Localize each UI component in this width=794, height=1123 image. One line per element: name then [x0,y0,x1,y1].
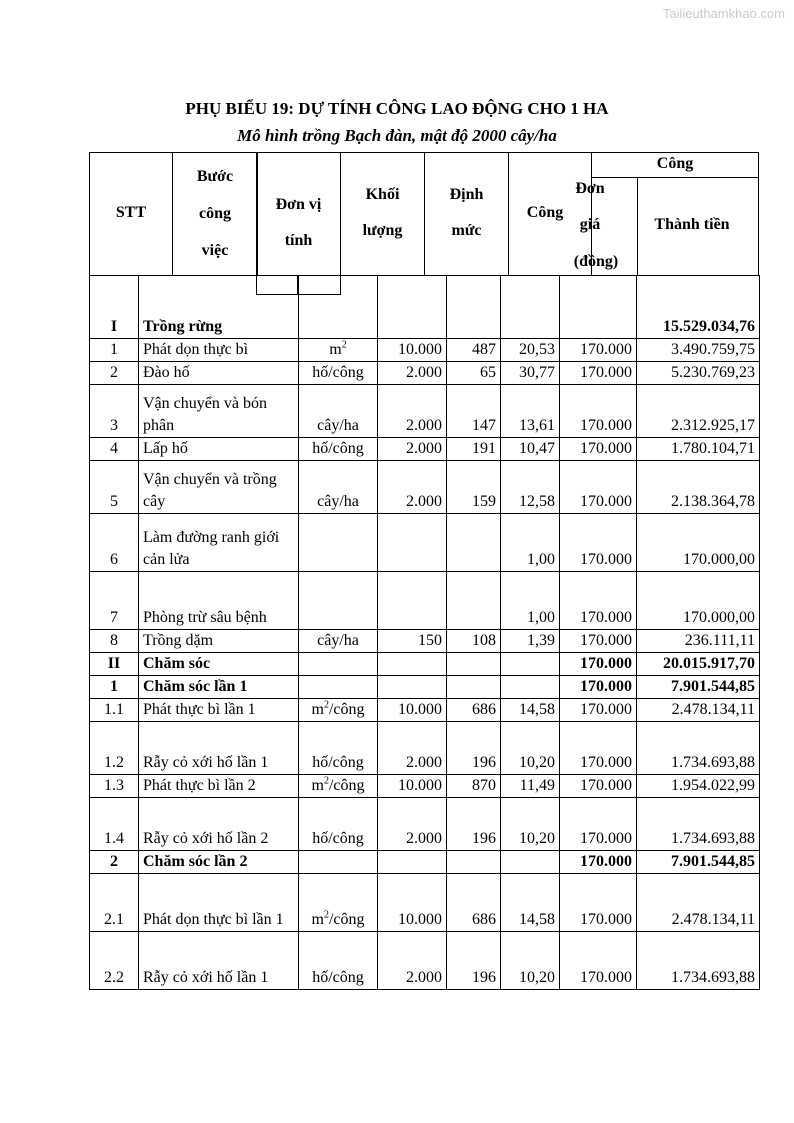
unit-cell: hố/công [299,932,378,990]
qty-cell: 2.000 [378,461,447,514]
norm-cell [447,514,501,572]
qty-cell: 10.000 [378,339,447,362]
qty-cell: 2.000 [378,932,447,990]
qty-cell: 10.000 [378,874,447,932]
header-donvi-line1: Đơn vị [275,196,322,213]
price-cell: 170.000 [560,676,637,699]
cong-cell: 1,00 [501,572,560,630]
page-title: PHỤ BIỂU 19: DỰ TÍNH CÔNG LAO ĐỘNG CHO 1 HA [185,99,609,118]
unit-cell [299,339,378,362]
unit-cell: cây/ha [299,630,378,653]
task-cell: Trồng dặm [139,630,299,653]
norm-cell [447,276,501,339]
unit-cell: hố/công [299,722,378,775]
price-cell [560,276,637,339]
stt-cell: 2 [90,362,139,385]
price-cell: 170.000 [560,461,637,514]
norm-cell [447,851,501,874]
total-cell: 2.312.925,17 [637,385,760,438]
total-cell: 1.780.104,71 [637,438,760,461]
total-cell: 7.901.544,85 [637,676,760,699]
cong-cell: 10,47 [501,438,560,461]
qty-cell [378,276,447,339]
stt-cell: 1.1 [90,699,139,722]
header-khoi-line1: Khối [365,186,400,203]
qty-cell: 2.000 [378,362,447,385]
table-row [90,630,760,653]
unit-suffix: /công [328,777,365,794]
cong-cell: 12,58 [501,461,560,514]
task-cell: Phát dọn thực bì lần 1 [139,874,299,932]
unit-superscript: 2 [323,909,329,921]
table-row [90,339,760,362]
stt-cell: 8 [90,630,139,653]
unit-cell [299,775,378,798]
header-dongia-line2: giá [579,216,601,233]
stt-cell: 1.3 [90,775,139,798]
page-subtitle: Mô hình trồng Bạch đàn, mật độ 2000 cây/ha [237,126,557,145]
table-row [90,572,760,630]
qty-cell: 150 [378,630,447,653]
unit-cell [299,699,378,722]
unit-cell: hố/công [299,438,378,461]
stt-cell: II [90,653,139,676]
table-row [90,775,760,798]
header-dinh-line1: Định [449,186,484,203]
norm-cell: 686 [447,699,501,722]
qty-cell [378,851,447,874]
task-cell: Chăm sóc lần 2 [139,851,299,874]
header-cell-donvi [256,152,341,295]
header-stt: STT [115,204,147,221]
header-donvi-line2: tính [284,232,313,249]
total-cell: 15.529.034,76 [637,276,760,339]
total-cell: 7.901.544,85 [637,851,760,874]
total-cell: 1.734.693,88 [637,722,760,775]
task-cell: Trồng rừng [139,276,299,339]
unit-base: m [311,911,324,928]
total-cell: 236.111,11 [637,630,760,653]
qty-cell [378,514,447,572]
unit-cell [299,276,378,339]
unit-cell: cây/ha [299,461,378,514]
stt-cell: 2 [90,851,139,874]
price-cell: 170.000 [560,874,637,932]
cong-cell [501,851,560,874]
table-row [90,461,760,514]
qty-cell: 2.000 [378,722,447,775]
header-dongia-line1: Đơn [575,180,605,197]
task-cell: Phòng trừ sâu bệnh [139,572,299,630]
stt-cell: 6 [90,514,139,572]
cong-cell [501,676,560,699]
header-group: Công [656,155,694,172]
unit-cell [299,874,378,932]
task-cell: Làm đường ranh giới cản lửa [139,514,299,572]
header-thanhtien: Thành tiền [654,216,730,233]
header-cong: Công [526,204,564,221]
task-cell: Chăm sóc lần 1 [139,676,299,699]
price-cell: 170.000 [560,438,637,461]
qty-cell: 2.000 [378,798,447,851]
table-row [90,438,760,461]
header-cell-khoi [340,152,425,276]
cong-cell: 13,61 [501,385,560,438]
task-cell: Vận chuyển và trồng cây [139,461,299,514]
norm-cell [447,572,501,630]
unit-cell [299,514,378,572]
total-cell: 170.000,00 [637,514,760,572]
table-row [90,653,760,676]
norm-cell: 65 [447,362,501,385]
unit-cell: hố/công [299,362,378,385]
cong-cell: 20,53 [501,339,560,362]
qty-cell: 10.000 [378,699,447,722]
task-cell: Đào hố [139,362,299,385]
stt-cell: 4 [90,438,139,461]
price-cell: 170.000 [560,798,637,851]
unit-superscript: 2 [323,775,329,787]
table-row [90,874,760,932]
task-cell: Lấp hố [139,438,299,461]
unit-cell: hố/công [299,798,378,851]
total-cell: 5.230.769,23 [637,362,760,385]
stt-cell: 1.4 [90,798,139,851]
unit-base: m [311,777,324,794]
price-cell: 170.000 [560,385,637,438]
norm-cell: 196 [447,798,501,851]
total-cell: 2.478.134,11 [637,874,760,932]
stt-cell: 5 [90,461,139,514]
price-cell: 170.000 [560,630,637,653]
task-cell: Phát thực bì lần 1 [139,699,299,722]
table-row [90,722,760,775]
price-cell: 170.000 [560,775,637,798]
norm-cell: 870 [447,775,501,798]
table-row [90,362,760,385]
price-cell: 170.000 [560,653,637,676]
table-row [90,676,760,699]
cong-cell: 10,20 [501,932,560,990]
table-row [90,385,760,438]
stt-cell: 7 [90,572,139,630]
task-cell: Rẫy cỏ xới hố lần 1 [139,932,299,990]
watermark: Tailieuthamkhao.com [662,6,785,21]
stt-cell: 3 [90,385,139,438]
unit-base: m [329,341,342,358]
task-cell: Phát dọn thực bì [139,339,299,362]
header-buoc-line2: công [199,205,231,222]
qty-cell: 10.000 [378,775,447,798]
header-dinh-line2: mức [451,222,482,239]
cong-cell: 11,49 [501,775,560,798]
task-cell: Chăm sóc [139,653,299,676]
price-cell: 170.000 [560,851,637,874]
unit-cell [299,572,378,630]
cong-cell: 1,39 [501,630,560,653]
total-cell: 20.015.917,70 [637,653,760,676]
task-cell: Rẫy cỏ xới hố lần 1 [139,722,299,775]
cong-cell [501,653,560,676]
cong-cell: 10,20 [501,722,560,775]
table-row [90,932,760,990]
qty-cell: 2.000 [378,385,447,438]
norm-cell: 147 [447,385,501,438]
price-cell: 170.000 [560,339,637,362]
task-cell: Vận chuyển và bón phân [139,385,299,438]
unit-base: m [311,701,324,718]
header-buoc-line1: Bước [196,168,234,185]
unit-cell: cây/ha [299,385,378,438]
cong-cell: 30,77 [501,362,560,385]
total-cell: 170.000,00 [637,572,760,630]
price-cell: 170.000 [560,572,637,630]
cong-cell: 1,00 [501,514,560,572]
qty-cell: 2.000 [378,438,447,461]
header-dongia-line3: (đồng) [573,253,619,270]
norm-cell: 487 [447,339,501,362]
header-khoi-line2: lượng [362,222,403,239]
stt-cell: 1 [90,339,139,362]
total-cell: 2.478.134,11 [637,699,760,722]
unit-cell [299,653,378,676]
unit-suffix: /công [328,911,365,928]
unit-cell [299,676,378,699]
norm-cell [447,676,501,699]
cong-cell: 10,20 [501,798,560,851]
table-row [90,699,760,722]
cong-cell: 14,58 [501,699,560,722]
qty-cell [378,572,447,630]
stt-cell: 2.1 [90,874,139,932]
task-cell: Rẫy cỏ xới hố lần 2 [139,798,299,851]
norm-cell: 686 [447,874,501,932]
price-cell: 170.000 [560,699,637,722]
table-row [90,798,760,851]
table-row [90,276,760,339]
header-buoc-line3: việc [201,242,229,259]
unit-superscript: 2 [341,339,347,351]
stt-cell: 1 [90,676,139,699]
total-cell: 1.734.693,88 [637,932,760,990]
qty-cell [378,676,447,699]
total-cell: 1.954.022,99 [637,775,760,798]
header-cell-dinh [424,152,509,276]
table-row [90,851,760,874]
norm-cell: 196 [447,722,501,775]
norm-cell [447,653,501,676]
norm-cell: 159 [447,461,501,514]
total-cell: 3.490.759,75 [637,339,760,362]
total-cell: 1.734.693,88 [637,798,760,851]
price-cell: 170.000 [560,514,637,572]
qty-cell [378,653,447,676]
cong-cell: 14,58 [501,874,560,932]
task-cell: Phát thực bì lần 2 [139,775,299,798]
norm-cell: 191 [447,438,501,461]
unit-superscript: 2 [323,699,329,711]
labor-table [89,275,760,990]
stt-cell: 1.2 [90,722,139,775]
unit-suffix: /công [328,701,365,718]
price-cell: 170.000 [560,722,637,775]
norm-cell: 108 [447,630,501,653]
cong-cell [501,276,560,339]
norm-cell: 196 [447,932,501,990]
stt-cell: I [90,276,139,339]
price-cell: 170.000 [560,362,637,385]
table-row [90,514,760,572]
stt-cell: 2.2 [90,932,139,990]
price-cell: 170.000 [560,932,637,990]
unit-cell [299,851,378,874]
total-cell: 2.138.364,78 [637,461,760,514]
